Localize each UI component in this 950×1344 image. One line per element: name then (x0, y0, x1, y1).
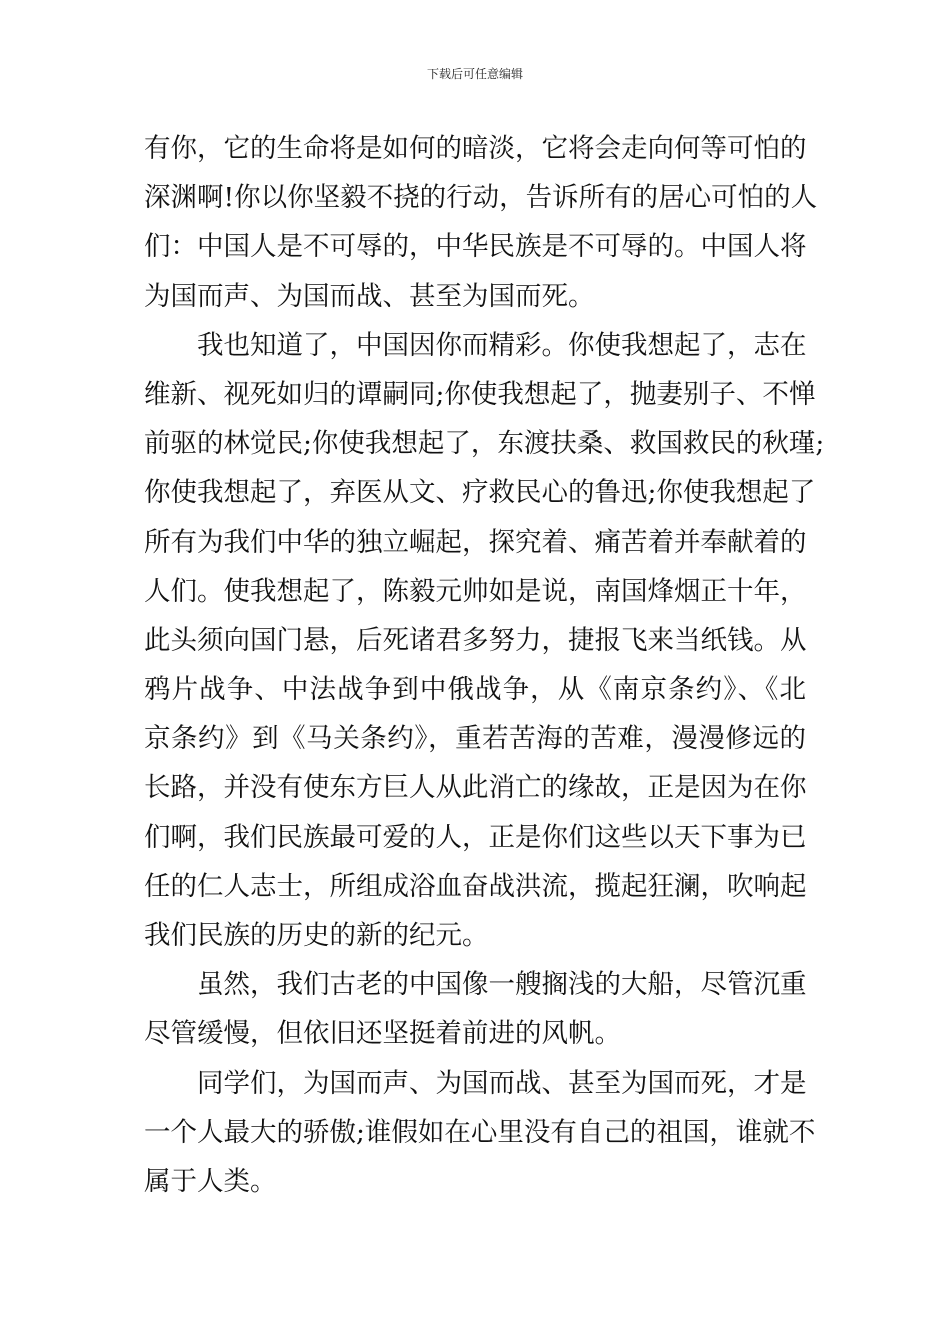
text-line: 同学们，为国而声、为国而战、甚至为国而死，才是 (197, 1067, 807, 1099)
text-line: 任的仁人志士，所组成浴血奋战洪流，揽起狂澜，吹响起 (144, 870, 807, 902)
text-line: 人们。使我想起了，陈毅元帅如是说，南国烽烟正十年， (144, 575, 807, 607)
text-line: 有你，它的生命将是如何的暗淡，它将会走向何等可怕的 (144, 133, 807, 164)
text-line: 长路，并没有使东方巨人从此消亡的缘故，正是因为在你 (144, 772, 807, 804)
text-line: 前驱的林觉民;你使我想起了，东渡扶桑、救国救民的秋瑾; (144, 428, 825, 460)
text-line: 所有为我们中华的独立崛起，探究着、痛苦着并奉献着的 (144, 526, 807, 558)
text-line: 此头须向国门悬，后死诸君多努力，捷报飞来当纸钱。从 (144, 624, 807, 656)
page-header: 下载后可任意编辑 (426, 67, 523, 81)
text-line: 京条约》到《马关条约》，重若苦海的苦难，漫漫修远的 (144, 723, 806, 755)
text-line: 一个人最大的骄傲;谁假如在心里没有自己的祖国，谁就不 (144, 1116, 816, 1148)
text-line: 尽管缓慢，但依旧还坚挺着前进的风帆。 (144, 1018, 621, 1050)
body-text (144, 124, 825, 1206)
text-line: 我也知道了，中国因你而精彩。你使我想起了，志在 (197, 329, 807, 361)
text-line: 你使我想起了，弃医从文、疗救民心的鲁迅;你使我想起了 (144, 477, 816, 509)
text-line: 我们民族的历史的新的纪元。 (144, 920, 489, 951)
text-line: 虽然，我们古老的中国像一艘搁浅的大船，尽管沉重 (197, 969, 807, 1001)
text-line: 鸦片战争、中法战争到中俄战争，从《南京条约》、《北 (144, 674, 806, 706)
text-line: 深渊啊!你以你坚毅不挠的行动，告诉所有的居心可怕的人 (144, 182, 818, 214)
text-line: 们：中国人是不可辱的，中华民族是不可辱的。中国人将 (144, 231, 807, 263)
text-line: 属于人类。 (144, 1165, 277, 1197)
text-line: 维新、视死如归的谭嗣同;你使我想起了，抛妻别子、不惮 (144, 378, 816, 410)
text-line: 们啊，我们民族最可爱的人，正是你们这些以天下事为已 (144, 821, 807, 853)
text-line: 为国而声、为国而战、甚至为国而死。 (144, 280, 595, 312)
